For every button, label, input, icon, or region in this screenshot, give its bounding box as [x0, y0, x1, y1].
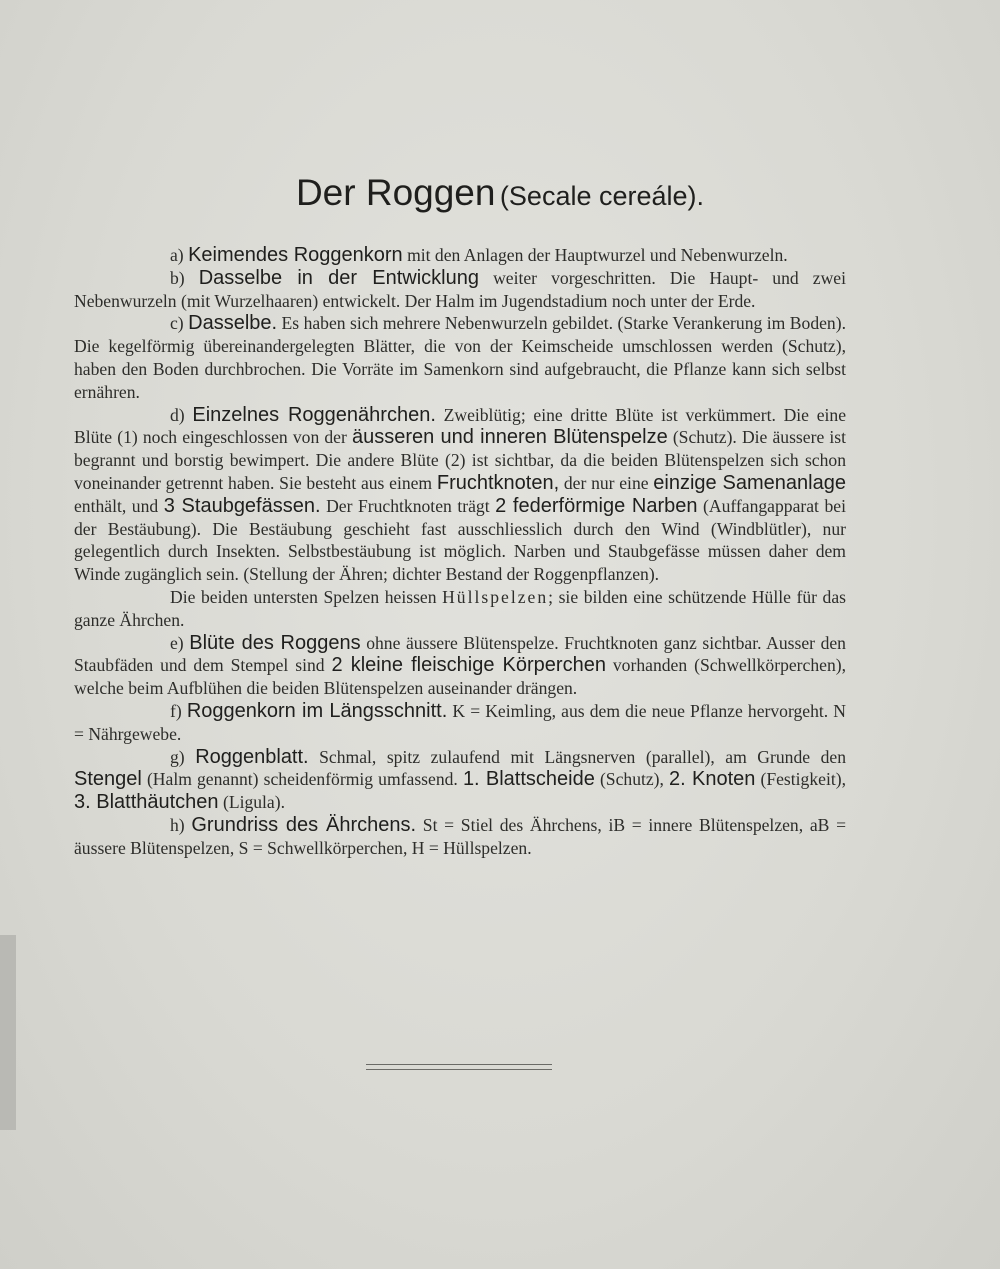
text-run: St = Stiel des Ährchens, iB = innere Blütenspelzen, aB = äussere Blütenspelzen, S = Schwellkörperchen, H = Hüllspelzen. — [74, 814, 847, 858]
heading-run: Dasselbe in der Entwicklung — [198, 266, 479, 289]
text-run: f) — [170, 700, 187, 721]
heading-run: Fruchtknoten, — [436, 471, 560, 494]
paragraph-d2 — [74, 586, 846, 632]
text-run: Zweiblütig; eine dritte Blüte ist verkümmert. Die eine Blüte (1) noch eingeschlossen von der — [74, 404, 847, 448]
text-run: c) — [170, 313, 189, 334]
text-run: ; sie bilden eine schützende Hülle für das ganze Ährchen. — [74, 586, 846, 630]
scan-edge-strip — [0, 935, 16, 1130]
paragraph-g — [74, 746, 846, 814]
paragraph-c — [74, 312, 846, 403]
paragraph-f — [74, 700, 846, 746]
paragraph-h — [74, 814, 846, 860]
heading-run: Dasselbe. — [188, 312, 278, 335]
spaced-term: Hüllspelzen — [442, 586, 549, 607]
heading-run: 2 kleine fleischige Körperchen — [331, 654, 606, 677]
text-run: enthält, und — [74, 495, 164, 516]
text-run: Der Fruchtknoten trägt — [320, 495, 496, 516]
text-run: (Halm genannt) scheidenförmig umfassend. — [141, 769, 463, 790]
paragraph-d — [74, 404, 846, 586]
text-run: ohne äussere Blütenspelze. Fruchtknoten ganz sichtbar. Ausser den Staubfäden und dem Stempel sind — [74, 632, 846, 676]
heading-run: Keimendes Roggenkorn — [188, 244, 403, 266]
text-run: d) — [170, 404, 193, 425]
text-run: K = Keimling, aus dem die neue Pflanze hervorgeht. N = Nährgewebe. — [74, 700, 846, 744]
text-run: Die beiden untersten Spelzen heissen — [170, 586, 443, 607]
text-run: a) — [170, 245, 189, 265]
heading-run: Einzelnes Roggenährchen. — [192, 403, 436, 426]
page-title — [0, 172, 1000, 214]
heading-run: 1. Blattscheide — [462, 768, 595, 791]
text-run: vorhanden (Schwellkörperchen), welche beim Aufblühen die beiden Blütenspelzen auseinander drängen. — [74, 655, 847, 699]
text-run: e) — [170, 632, 190, 653]
text-run: (Festigkeit), — [755, 769, 846, 790]
title-sub: (Secale cereále). — [499, 181, 705, 211]
heading-run: 3. Blatthäutchen — [74, 791, 219, 814]
heading-run: äusseren und inneren Blütenspelze — [351, 426, 668, 449]
heading-run: Stengel — [74, 768, 142, 791]
heading-run: Roggenblatt. — [195, 745, 309, 768]
text-run: Schmal, spitz zulaufend mit Längsnerven (parallel), am Grunde den — [308, 746, 846, 767]
text-run: b) — [170, 267, 199, 288]
text-run: (Schutz). Die äussere ist begrannt und borstig bewimpert. Die andere Blüte (2) ist sichtbar, da die beiden Blütenspelzen sich schon voneinander getrennt haben. Sie besteht aus einem — [74, 427, 846, 493]
text-run: h) — [170, 814, 192, 835]
text-run: (Auffangapparat bei der Bestäubung). Die Bestäubung geschieht fast ausschliesslich durch den Wind (Windblütler), nur gelegentlich durch Insekten. Selbstbestäubung ist möglich. Narben und Staubgefässe müssen daher dem Winde zugänglich sein. (Stellung der Ähren; dichter Bestand der Roggenpflanzen). — [74, 495, 846, 585]
heading-run: 2 federförmige Narben — [495, 494, 698, 517]
document-body — [74, 244, 846, 860]
text-run: (Ligula). — [218, 792, 286, 813]
paragraph-b — [74, 267, 846, 313]
text-run: mit den Anlagen der Hauptwurzel und Nebenwurzeln. — [402, 245, 788, 265]
closing-double-rule — [366, 1064, 552, 1070]
text-run: (Schutz), — [594, 769, 670, 790]
heading-run: 2. Knoten — [669, 768, 756, 791]
heading-run: 3 Staubgefässen. — [163, 494, 321, 517]
text-run: g) — [170, 746, 196, 767]
text-run: der nur eine — [559, 472, 654, 493]
title-main: Der Roggen — [295, 172, 496, 213]
paragraph-e — [74, 632, 846, 700]
text-run: Es haben sich mehrere Nebenwurzeln gebildet. (Starke Verankerung im Boden). Die kegelförmig übereinandergelegten Blätter, die von der Keimscheide umschlossen werden (Schutz), haben den Boden durchbrochen. Die Vorräte im Samenkorn sind aufgebraucht, die Pflanze kann sich selbst ernähren. — [74, 313, 846, 402]
heading-run: Grundriss des Ährchens. — [191, 813, 417, 836]
heading-run: einzige Samenanlage — [653, 471, 846, 494]
heading-run: Roggenkorn im Längsschnitt. — [186, 699, 448, 722]
paragraph-a — [74, 244, 846, 267]
text-run: weiter vorgeschritten. Die Haupt- und zwei Nebenwurzeln (mit Wurzelhaaren) entwickelt. Der Halm im Jugendstadium noch unter der Erde. — [74, 267, 846, 311]
heading-run: Blüte des Roggens — [189, 631, 361, 654]
